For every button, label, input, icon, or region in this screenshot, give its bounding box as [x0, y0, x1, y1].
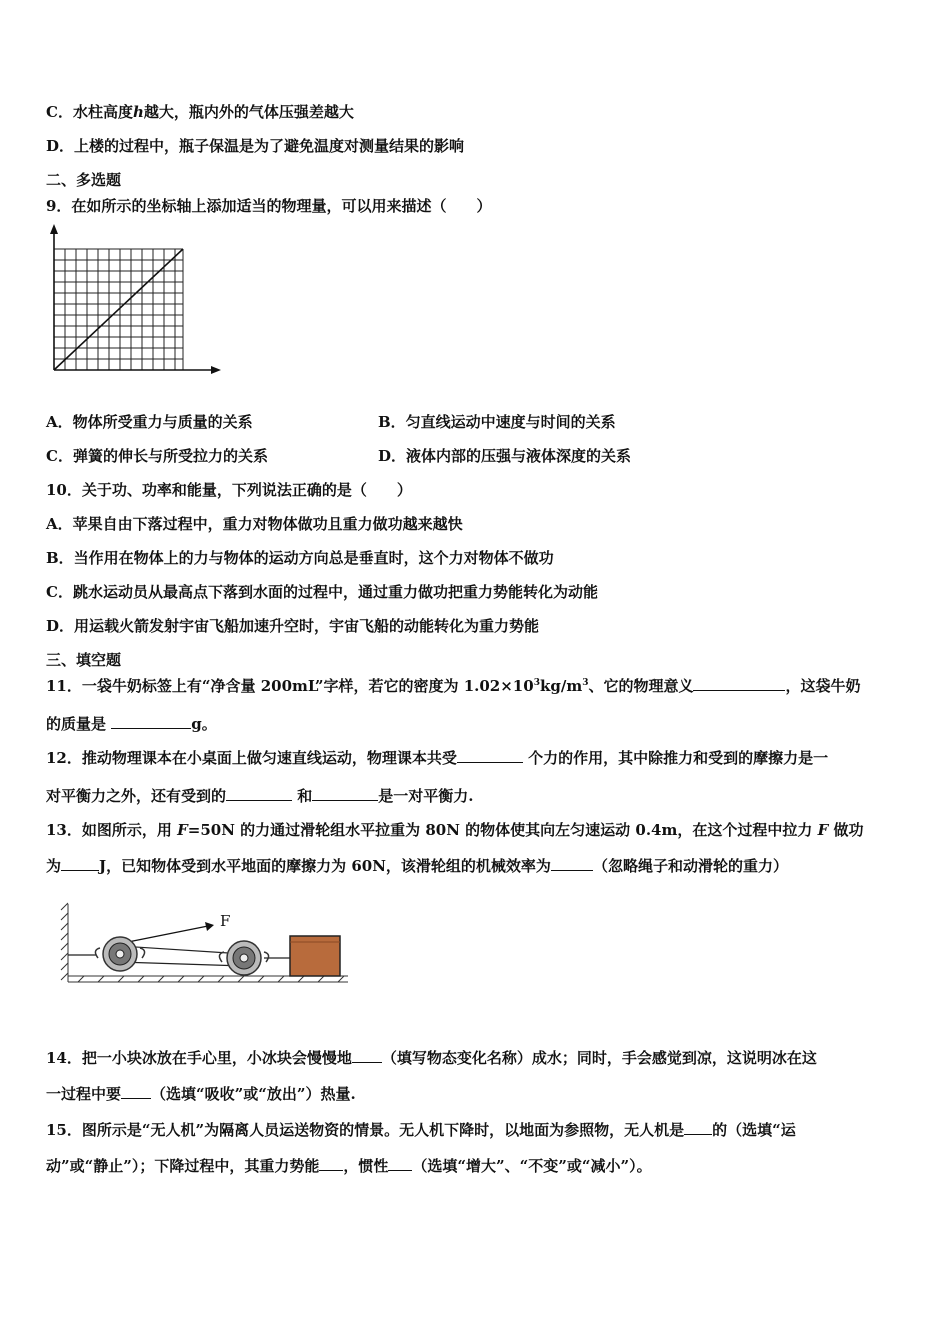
q13-blank-efficiency[interactable]: [551, 856, 593, 871]
q10-option-d: D．用运载火箭发射宇宙飞船加速升空时，宇宙飞船的动能转化为重力势能: [46, 617, 540, 635]
q11-blank-mass[interactable]: [111, 714, 191, 729]
q9-graph: [40, 222, 225, 377]
force-arrow-head: [205, 922, 214, 931]
section-3-title: 三、填空题: [46, 651, 122, 669]
q9-graph-x-arrow: [211, 366, 221, 374]
q10-option-c: C．跳水运动员从最高点下落到水面的过程中，通过重力做功把重力势能转化为动能: [46, 583, 598, 601]
force-arrow: [128, 926, 208, 942]
q12-blank-count[interactable]: [457, 748, 523, 763]
q10-option-a: A．苹果自由下落过程中，重力对物体做功且重力做功越来越快: [46, 515, 463, 533]
q15-blank-motion[interactable]: [684, 1120, 712, 1135]
q15-blank-potential[interactable]: [319, 1156, 343, 1171]
q13-line-2: 为 J，已知物体受到水平地面的摩擦力为 60N，该滑轮组的机械效率为 （忽略绳子和动滑轮的重力）: [46, 857, 788, 875]
q9-option-c: C．弹簧的伸长与所受拉力的关系: [46, 447, 268, 465]
q8-option-d: D．上楼的过程中，瓶子保温是为了避免温度对测量结果的影响: [46, 137, 465, 155]
movable-pulley: [219, 941, 268, 975]
q11-line-1: 11．一袋牛奶标签上有“净含量 200mL”字样，若它的密度为 $1.02\times 10^3kg/m^3$、它的物理意义 ，这袋牛奶: [46, 677, 861, 695]
q12-blank-force-1[interactable]: [226, 786, 292, 801]
q14-line-1: 14．把一小块冰放在手心里，小冰块会慢慢地 （填写物态变化名称）成水；同时，手会感觉到凉，这说明冰在这: [46, 1049, 817, 1067]
q14-blank-heat[interactable]: [121, 1084, 151, 1099]
q15-blank-inertia[interactable]: [388, 1156, 412, 1171]
q10-stem: 10．关于功、功率和能量，下列说法正确的是（ ）: [46, 481, 412, 499]
q12-blank-force-2[interactable]: [312, 786, 378, 801]
q9-stem: 9．在如所示的坐标轴上添加适当的物理量，可以用来描述（ ）: [46, 197, 492, 215]
q9-option-d: D．液体内部的压强与液体深度的关系: [378, 447, 632, 465]
q13-pulley-figure: [58, 898, 358, 990]
q15-line-2: 动”或“静止”）；下降过程中，其重力势能 ，惯性 （选填“增大”、“不变”或“减小”）。: [46, 1157, 652, 1175]
wall: [61, 903, 68, 982]
q10-option-b: B．当作用在物体上的力与物体的运动方向总是垂直时，这个力对物体不做功: [46, 549, 554, 567]
q11-line-2: 的质量是 g。: [46, 715, 217, 733]
q12-line-1: 12．推动物理课本在小桌面上做匀速直线运动，物理课本共受 个力的作用，其中除推力和受到的摩擦力是一: [46, 749, 829, 767]
fixed-pulley: [95, 937, 144, 971]
q15-line-1: 15．图所示是“无人机”为隔离人员运送物资的情景。无人机下降时，以地面为参照物，无人机是 的（选填“运: [46, 1121, 796, 1139]
force-label: F: [220, 912, 231, 930]
q9-graph-y-arrow: [50, 224, 58, 234]
q11-blank-meaning[interactable]: [693, 676, 785, 691]
q9-option-a: A．物体所受重力与质量的关系: [46, 413, 253, 431]
q13-blank-work[interactable]: [61, 856, 99, 871]
section-2-title: 二、多选题: [46, 171, 122, 189]
ground: [68, 976, 348, 982]
q9-option-b: B．匀直线运动中速度与时间的关系: [378, 413, 616, 431]
q13-line-1: 13．如图所示，用 F=50N 的力通过滑轮组水平拉重为 80N 的物体使其向左匀速运动 0.4m，在这个过程中拉力 F 做功: [46, 821, 864, 839]
q14-line-2: 一过程中要 （选填“吸收”或“放出”）热量.: [46, 1085, 356, 1103]
q12-line-2: 对平衡力之外，还有受到的 和 是一对平衡力.: [46, 787, 474, 805]
q8-option-c: C．水柱高度h越大，瓶内外的气体压强差越大: [46, 103, 354, 121]
q14-blank-change[interactable]: [352, 1048, 382, 1063]
